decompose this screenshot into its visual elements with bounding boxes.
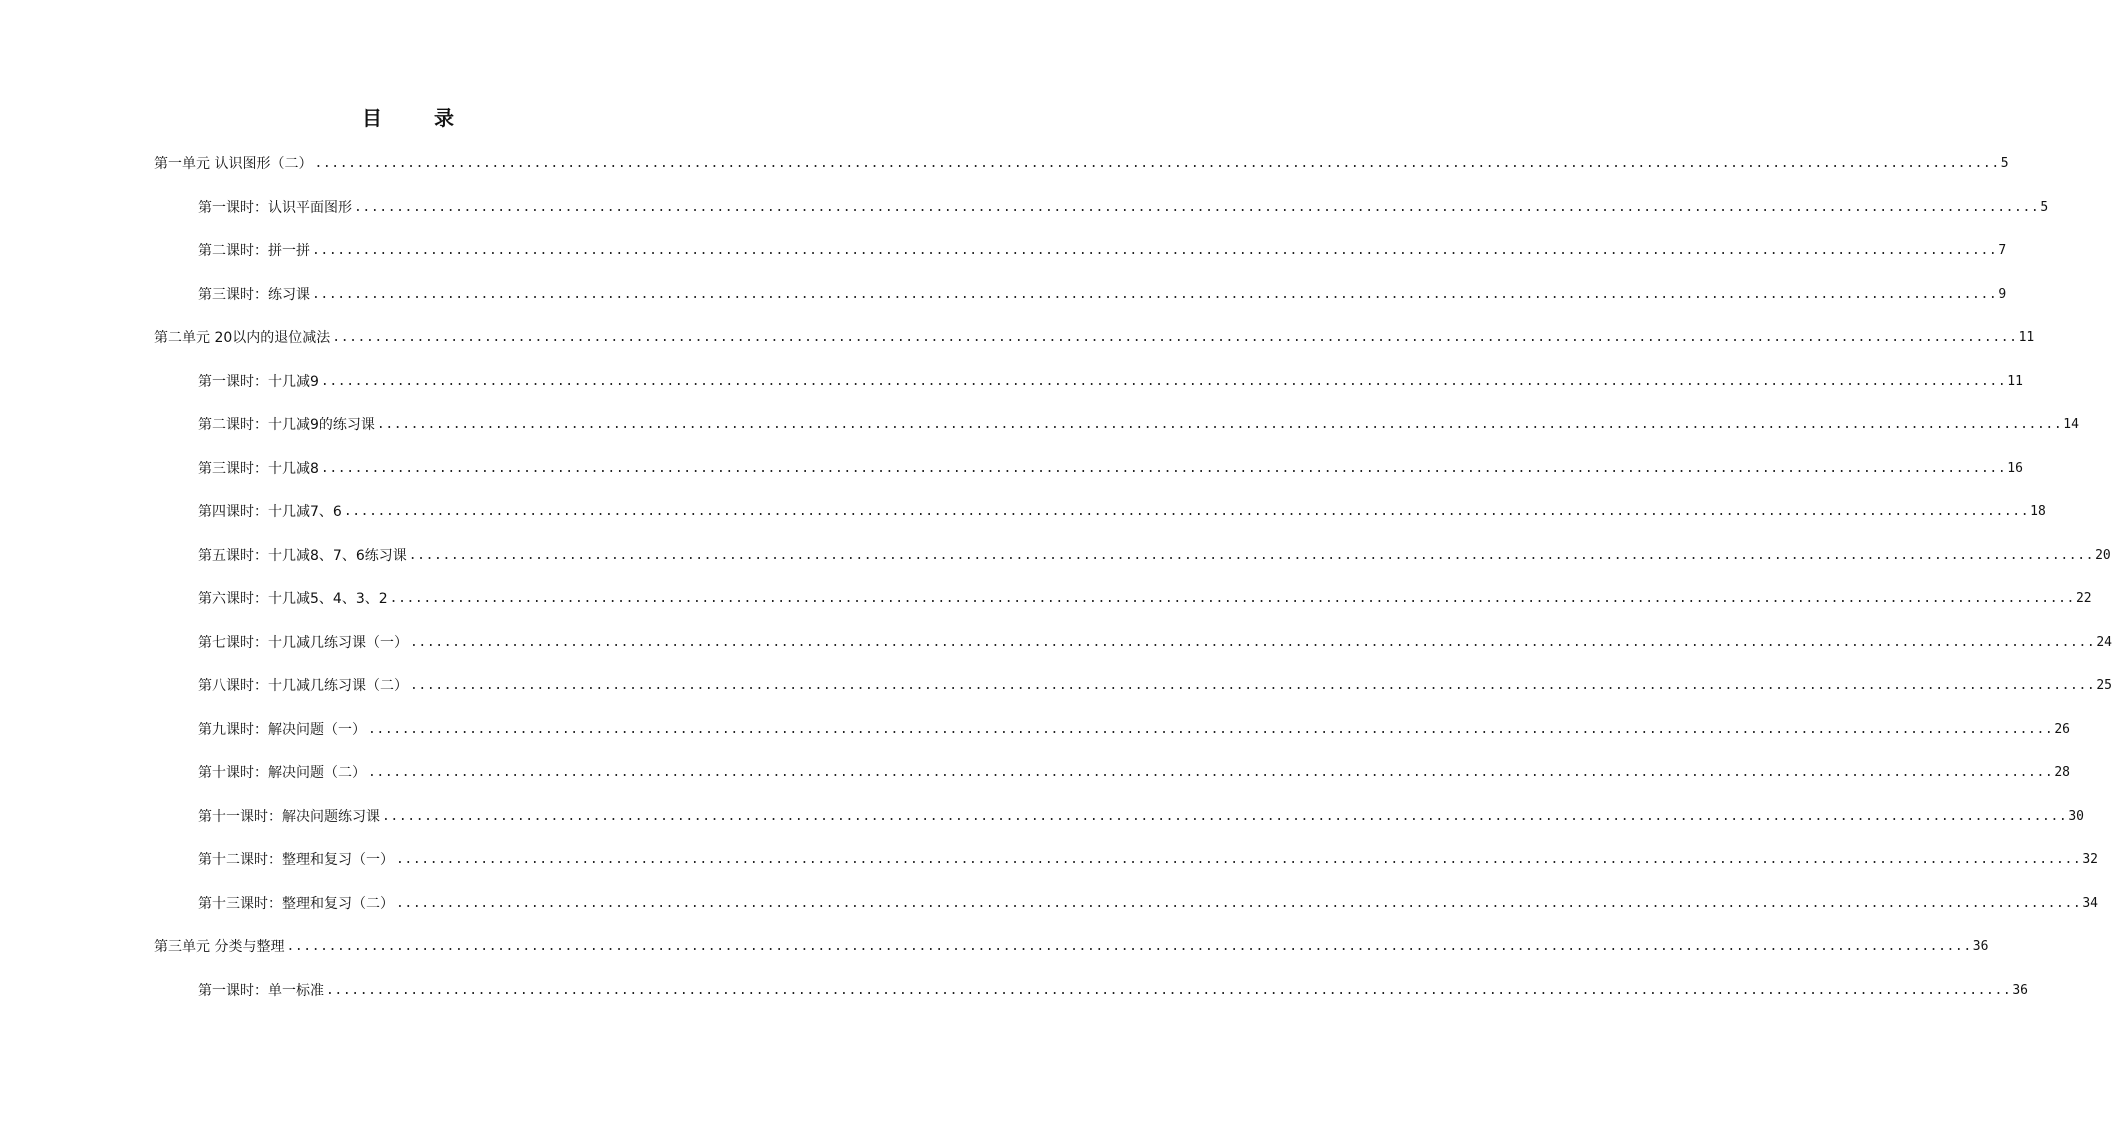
toc-lesson-entry[interactable] <box>198 368 2023 392</box>
toc-lesson-entry[interactable] <box>198 498 2046 522</box>
dot-leader: ........................................................................................................................................................................................................ <box>396 895 2082 911</box>
toc-entry-page-number: 26 <box>2054 721 2070 737</box>
dot-leader: ........................................................................................................................................................................................................ <box>326 982 2012 998</box>
toc-lesson-entry[interactable] <box>198 455 2023 479</box>
toc-title: 目 录 <box>362 106 470 130</box>
toc-entry-title: 第十三课时：整理和复习（二） <box>198 895 394 912</box>
toc-entry-page-number: 14 <box>2063 417 2079 432</box>
dot-leader: ........................................................................................................................................................................................................ <box>286 939 1972 954</box>
dot-leader: ........................................................................................................................................................................................................ <box>354 199 2040 215</box>
toc-lesson-entry[interactable] <box>198 411 2079 435</box>
toc-entry-title: 第二课时：拼一拼 <box>198 243 310 259</box>
toc-entry-page-number: 36 <box>1972 939 1989 954</box>
toc-entry-page-number: 11 <box>2007 373 2023 389</box>
toc-lesson-entry[interactable] <box>198 237 2007 261</box>
toc-entry-title: 第四课时：十几减7、6 <box>198 504 342 520</box>
toc-entry-title: 第一单元 认识图形（二） <box>154 156 313 172</box>
toc-entry-title: 第五课时：十几减8、7、6练习课 <box>198 547 407 564</box>
toc-entry-page-number: 18 <box>2030 504 2046 519</box>
toc-unit-entry[interactable] <box>154 150 2009 174</box>
toc-entry-title: 第一课时：单一标准 <box>198 982 324 999</box>
toc-lesson-entry[interactable] <box>198 759 2070 783</box>
dot-leader: ........................................................................................................................................................................................................ <box>410 678 2096 693</box>
toc-lesson-entry[interactable] <box>198 194 2049 218</box>
toc-entry-page-number: 24 <box>2096 634 2112 650</box>
toc-lesson-entry[interactable] <box>198 846 2098 870</box>
dot-leader: ........................................................................................................................................................................................................ <box>376 417 2063 432</box>
toc-lesson-entry[interactable] <box>198 585 2092 609</box>
toc-entry-title: 第二单元 20以内的退位减法 <box>154 330 331 346</box>
dot-leader: ........................................................................................................................................................................................................ <box>389 591 2075 606</box>
dot-leader: ........................................................................................................................................................................................................ <box>368 721 2054 737</box>
toc-entry-title: 第三课时：练习课 <box>198 286 310 303</box>
toc-entry-page-number: 25 <box>2096 678 2112 693</box>
toc-entry-page-number: 11 <box>2018 330 2035 345</box>
dot-leader: ........................................................................................................................................................................................................ <box>312 243 1998 258</box>
toc-unit-entry[interactable] <box>154 933 1989 957</box>
toc-unit-entry[interactable] <box>154 324 2035 348</box>
toc-entry-page-number: 30 <box>2068 808 2084 824</box>
dot-leader: ........................................................................................................................................................................................................ <box>314 156 2000 171</box>
toc-entry-title: 第六课时：十几减5、4、3、2 <box>198 591 388 607</box>
toc-entry-page-number: 32 <box>2082 852 2098 867</box>
toc-entry-page-number: 34 <box>2082 895 2098 911</box>
toc-entry-title: 第十课时：解决问题（二） <box>198 765 366 781</box>
toc-entry-page-number: 16 <box>2007 460 2023 476</box>
toc-entry-title: 第三课时：十几减8 <box>198 460 319 477</box>
toc-entry-page-number: 36 <box>2012 982 2028 998</box>
toc-entry-page-number: 20 <box>2095 547 2111 563</box>
toc-entry-title: 第八课时：十几减几练习课（二） <box>198 678 408 694</box>
dot-leader: ........................................................................................................................................................................................................ <box>396 852 2082 867</box>
dot-leader: ........................................................................................................................................................................................................ <box>408 547 2095 563</box>
dot-leader: ........................................................................................................................................................................................................ <box>410 634 2096 650</box>
toc-entry-page-number: 5 <box>2040 199 2049 215</box>
toc-lesson-entry[interactable] <box>198 542 2111 566</box>
toc-lesson-entry[interactable] <box>198 672 2112 696</box>
dot-leader: ........................................................................................................................................................................................................ <box>312 286 1998 302</box>
toc-entry-page-number: 5 <box>2000 156 2009 171</box>
toc-entry-title: 第十一课时：解决问题练习课 <box>198 808 380 825</box>
toc-entry-title: 第一课时：认识平面图形 <box>198 199 352 216</box>
toc-entry-title: 第七课时：十几减几练习课（一） <box>198 634 408 651</box>
toc-entry-page-number: 22 <box>2075 591 2092 606</box>
dot-leader: ........................................................................................................................................................................................................ <box>382 808 2068 824</box>
dot-leader: ........................................................................................................................................................................................................ <box>320 460 2007 476</box>
toc-entry-title: 第九课时：解决问题（一） <box>198 721 366 738</box>
toc-lesson-entry[interactable] <box>198 977 2028 1001</box>
toc-entry-page-number: 28 <box>2054 765 2070 780</box>
dot-leader: ........................................................................................................................................................................................................ <box>332 330 2018 345</box>
toc-lesson-entry[interactable] <box>198 281 2007 305</box>
toc-entry-title: 第二课时：十几减9的练习课 <box>198 417 375 433</box>
toc-entry-page-number: 9 <box>1998 286 2007 302</box>
toc-lesson-entry[interactable] <box>198 803 2084 827</box>
toc-lesson-entry[interactable] <box>198 629 2112 653</box>
toc-entry-page-number: 7 <box>1998 243 2007 258</box>
toc-lesson-entry[interactable] <box>198 890 2098 914</box>
toc-entry-title: 第一课时：十几减9 <box>198 373 319 390</box>
dot-leader: ........................................................................................................................................................................................................ <box>320 373 2007 389</box>
toc-lesson-entry[interactable] <box>198 716 2070 740</box>
toc-entry-title: 第三单元 分类与整理 <box>154 939 285 955</box>
toc-entry-title: 第十二课时：整理和复习（一） <box>198 852 394 868</box>
dot-leader: ........................................................................................................................................................................................................ <box>368 765 2054 780</box>
dot-leader: ........................................................................................................................................................................................................ <box>343 504 2030 519</box>
